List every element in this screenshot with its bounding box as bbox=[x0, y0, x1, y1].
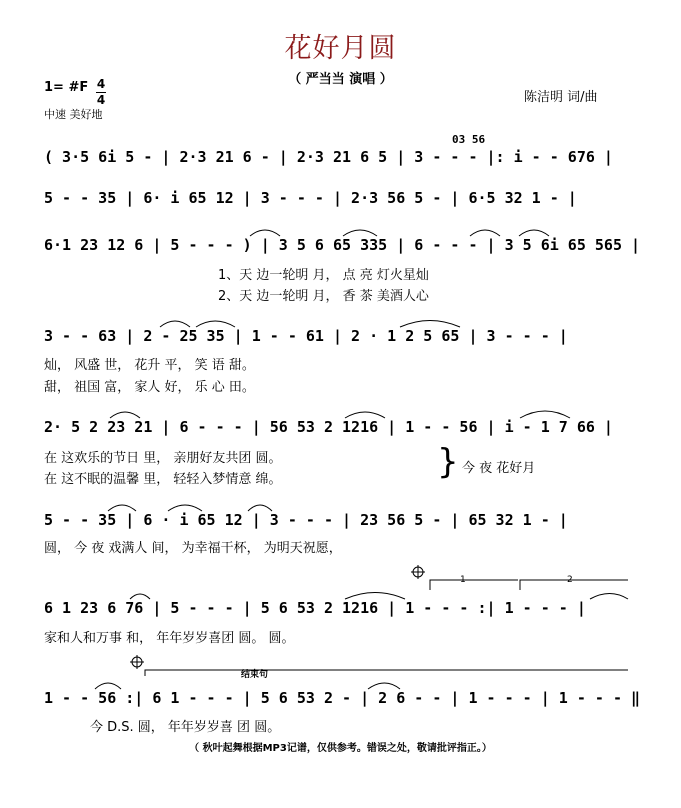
lyric-line-e: 家和人和万事 和， 年年岁岁喜团 圆。 圆。 bbox=[44, 631, 295, 646]
coda-sign bbox=[411, 565, 425, 579]
slur-mark bbox=[368, 683, 400, 689]
score-line-4: 3 - - 63 | 2 - 25 35 | 1 - - 61 | 2 · 1 2 5 65 | 3 - - - | bbox=[44, 327, 568, 345]
slur-mark bbox=[196, 321, 235, 327]
slur-mark bbox=[519, 230, 549, 236]
slur-mark bbox=[160, 321, 190, 327]
slur-mark bbox=[520, 411, 570, 418]
ending-bracket bbox=[145, 670, 628, 676]
key-signature: 1= #F bbox=[44, 80, 89, 95]
score-line-5: 2· 5 2 23 21 | 6 - - - | 56 53 2 1216 | 1 - - 56 | i - 1 7 66 | bbox=[44, 418, 613, 436]
slur-mark bbox=[130, 594, 150, 599]
lyric-verse2-c: 在 这不眠的温馨 里， 轻轻入梦情意 绵。 bbox=[44, 472, 282, 487]
lyric-line-f: 今 D.S. 圆， 年年岁岁喜 团 圆。 bbox=[90, 720, 281, 735]
grace-notes: 03 56 bbox=[452, 133, 486, 146]
volta-2-label: 2 bbox=[567, 575, 573, 585]
slur-mark bbox=[343, 230, 377, 236]
score-line-8: 1 - - 56 :| 6 1 - - - | 5 6 53 2 - | 2 6 - - | 1 - - - | 1 - - - ‖ bbox=[44, 689, 641, 707]
slur-mark bbox=[95, 683, 121, 689]
verse-bracket: } bbox=[437, 442, 459, 482]
slur-mark bbox=[110, 412, 140, 418]
volta-bracket bbox=[520, 580, 628, 590]
time-signature-top: 4 bbox=[96, 77, 106, 91]
time-signature-bottom: 4 bbox=[96, 93, 106, 107]
score-line-7: 6 1 23 6 76 | 5 - - - | 5 6 53 2 1216 | 1 - - - :| 1 - - - | bbox=[44, 599, 586, 617]
footer-note: （ 秋叶起舞根据MP3记谱，仅供参考。错误之处，敬请批评指正。） bbox=[189, 743, 492, 754]
slur-mark bbox=[250, 230, 280, 236]
coda-sign bbox=[130, 655, 144, 669]
lyric-verse-c-tail: 今 夜 花好月 bbox=[462, 461, 536, 476]
lyric-line-d: 圆， 今 夜 戏满人 间， 为幸福干杯， 为明天祝愿， bbox=[44, 541, 342, 556]
slur-mark bbox=[345, 593, 405, 600]
slur-mark bbox=[345, 412, 385, 418]
lyric-verse1-b: 灿， 风盛 世， 花升 平， 笑 语 甜。 bbox=[44, 358, 255, 373]
slur-mark bbox=[248, 505, 272, 511]
tempo-marking: 中速 美好地 bbox=[44, 108, 103, 121]
slur-mark bbox=[108, 505, 136, 511]
ending-label: 结束句 bbox=[241, 670, 269, 680]
slur-mark bbox=[400, 321, 460, 328]
lyric-verse1-a: 1、天 边一轮明 月， 点 亮 灯火星灿 bbox=[218, 268, 429, 283]
score-line-2: 5 - - 35 | 6· i 65 12 | 3 - - - | 2·3 56 5 - | 6·5 32 1 - | bbox=[44, 189, 577, 207]
lyric-verse2-b: 甜， 祖国 富， 家人 好， 乐 心 田。 bbox=[44, 380, 255, 395]
lyric-verse2-a: 2、天 边一轮明 月， 香 茶 美酒人心 bbox=[218, 289, 429, 304]
volta-bracket bbox=[430, 580, 518, 590]
author-credit: 陈洁明 词/曲 bbox=[524, 90, 598, 105]
slur-mark bbox=[590, 594, 628, 600]
score-line-6: 5 - - 35 | 6 · i 65 12 | 3 - - - | 23 56 5 - | 65 32 1 - | bbox=[44, 511, 568, 529]
slur-mark bbox=[168, 505, 202, 511]
song-title: 花好月圆 bbox=[284, 33, 397, 64]
score-line-1: ( 3·5 6i 5 - | 2·3 21 6 - | 2·3 21 6 5 | 3 - - - |: i - - 676 | bbox=[44, 148, 613, 166]
volta-1-label: 1 bbox=[460, 575, 466, 585]
score-line-3: 6·1 23 12 6 | 5 - - - ) | 3 5 6 65 335 | 6 - - - | 3 5 6i 65 565 | bbox=[44, 236, 641, 254]
slur-mark bbox=[470, 230, 500, 236]
lyric-verse1-c: 在 这欢乐的节日 里， 亲朋好友共团 圆。 bbox=[44, 451, 282, 466]
performer-subtitle: （ 严当当 演唱 ） bbox=[288, 72, 393, 87]
